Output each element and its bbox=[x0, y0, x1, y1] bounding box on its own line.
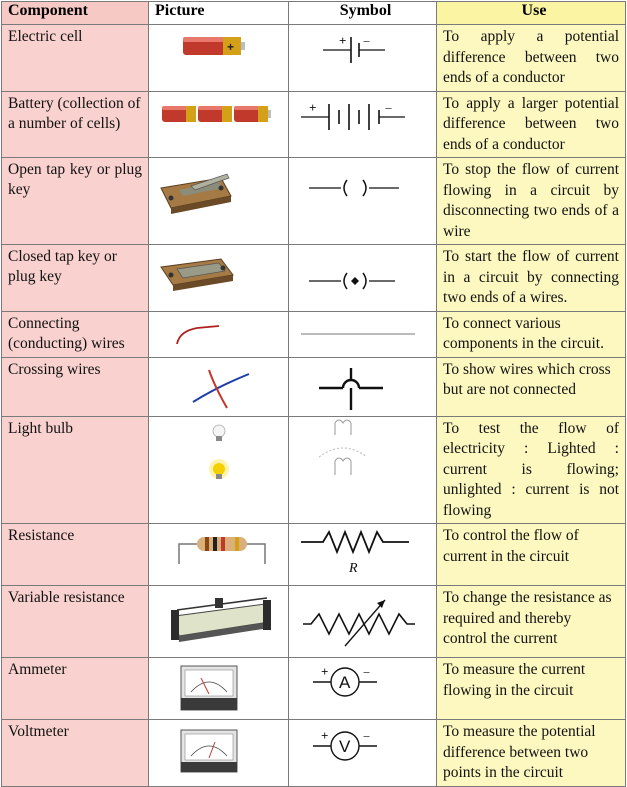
resistor-symbol-cell bbox=[289, 524, 437, 586]
component-name: Resistance bbox=[2, 524, 149, 586]
open-key-picture bbox=[149, 158, 289, 245]
voltmeter-label: V bbox=[339, 737, 351, 756]
use-text: To start the flow of current in a circuit by connecting two ends of a wires. bbox=[437, 245, 626, 312]
crossing-symbol-cell bbox=[289, 357, 437, 416]
use-text: To test the flow of electricity : Lighted : current is flowing; unlighted : current is not flowing bbox=[437, 416, 626, 524]
ammeter-label: A bbox=[339, 673, 351, 692]
wire-symbol bbox=[289, 312, 437, 354]
bulb-picture bbox=[149, 416, 289, 524]
crossing-wires-symbol bbox=[289, 358, 437, 417]
table-row bbox=[2, 586, 626, 658]
header-use: Use bbox=[437, 2, 626, 25]
table-row bbox=[2, 25, 626, 92]
ammeter-symbol-cell bbox=[289, 658, 437, 720]
minus-sign: − bbox=[363, 665, 371, 680]
closed-key-picture bbox=[149, 245, 289, 312]
ammeter-picture bbox=[149, 658, 289, 720]
resistor-label: R bbox=[349, 561, 358, 576]
use-text: To connect various components in the circuit. bbox=[437, 311, 626, 357]
use-text: To apply a potential difference between two ends of a conductor bbox=[437, 25, 626, 92]
component-name: Open tap key or plug key bbox=[2, 158, 149, 245]
minus-sign: − bbox=[363, 729, 371, 744]
crossing-wires-image bbox=[149, 358, 289, 417]
battery-symbol-cell bbox=[289, 91, 437, 158]
component-name: Variable resistance bbox=[2, 586, 149, 658]
resistor-picture bbox=[149, 524, 289, 586]
battery-picture bbox=[149, 91, 289, 158]
rheostat-image bbox=[149, 586, 289, 658]
svg-text:+: + bbox=[227, 40, 235, 54]
component-name: Closed tap key or plug key bbox=[2, 245, 149, 312]
battery-image bbox=[149, 92, 289, 154]
voltmeter-image bbox=[149, 720, 289, 784]
table-row bbox=[2, 311, 626, 357]
variable-resistor-symbol-cell bbox=[289, 586, 437, 658]
variable-resistor-symbol bbox=[289, 586, 437, 658]
electric-cell-image bbox=[149, 25, 289, 87]
cell-symbol bbox=[289, 25, 437, 92]
component-name: Connecting (conducting) wires bbox=[2, 311, 149, 357]
voltmeter-symbol bbox=[289, 720, 437, 784]
use-text: To apply a larger potential difference between two ends of a conductor bbox=[437, 91, 626, 158]
light-bulb-symbol bbox=[289, 417, 437, 499]
electric-cell-symbol bbox=[289, 25, 437, 87]
table-row bbox=[2, 158, 626, 245]
rheostat-picture bbox=[149, 586, 289, 658]
plus-sign: + bbox=[321, 728, 329, 743]
table-row bbox=[2, 658, 626, 720]
wire-image bbox=[149, 312, 289, 354]
closed-key-symbol bbox=[289, 245, 437, 307]
plus-sign: + bbox=[339, 33, 347, 48]
use-text: To stop the flow of current flowing in a circuit by disconnecting two ends of a wire bbox=[437, 158, 626, 245]
plus-sign: + bbox=[321, 664, 329, 679]
wire-symbol-cell bbox=[289, 311, 437, 357]
resistor-image bbox=[149, 524, 289, 586]
use-text: To measure the current flowing in the circuit bbox=[437, 658, 626, 720]
use-text: To show wires which cross but are not connected bbox=[437, 357, 626, 416]
component-name: Electric cell bbox=[2, 25, 149, 92]
voltmeter-symbol-cell bbox=[289, 720, 437, 787]
header-row bbox=[2, 2, 626, 25]
table-row bbox=[2, 416, 626, 524]
ammeter-image bbox=[149, 658, 289, 720]
open-key-symbol bbox=[289, 158, 437, 240]
light-bulb-image bbox=[149, 417, 289, 499]
component-name: Ammeter bbox=[2, 658, 149, 720]
component-name: Battery (collection of a number of cells) bbox=[2, 91, 149, 158]
header-picture: Picture bbox=[149, 2, 289, 25]
closed-key-symbol-cell bbox=[289, 245, 437, 312]
table-row bbox=[2, 357, 626, 416]
crossing-picture bbox=[149, 357, 289, 416]
resistor-symbol bbox=[289, 524, 437, 586]
ammeter-symbol bbox=[289, 658, 437, 720]
table-row bbox=[2, 524, 626, 586]
battery-symbol bbox=[289, 92, 437, 154]
header-symbol: Symbol bbox=[289, 2, 437, 25]
use-text: To change the resistance as required and thereby control the current bbox=[437, 586, 626, 658]
components-table bbox=[1, 1, 626, 787]
header-component: Component bbox=[2, 2, 149, 25]
use-text: To control the flow of current in the circuit bbox=[437, 524, 626, 586]
open-key-symbol-cell bbox=[289, 158, 437, 245]
table-row bbox=[2, 720, 626, 787]
use-text: To measure the potential difference between two points in the circuit bbox=[437, 720, 626, 787]
minus-sign: − bbox=[385, 100, 393, 116]
open-key-image bbox=[149, 158, 289, 240]
plus-sign: + bbox=[309, 99, 317, 115]
table-row bbox=[2, 245, 626, 312]
wire-picture bbox=[149, 311, 289, 357]
closed-key-image bbox=[149, 245, 289, 307]
component-name: Crossing wires bbox=[2, 357, 149, 416]
component-name: Light bulb bbox=[2, 416, 149, 524]
component-name: Voltmeter bbox=[2, 720, 149, 787]
minus-sign: − bbox=[363, 34, 371, 49]
table-row bbox=[2, 91, 626, 158]
cell-picture bbox=[149, 25, 289, 92]
voltmeter-picture bbox=[149, 720, 289, 787]
bulb-symbol-cell bbox=[289, 416, 437, 524]
